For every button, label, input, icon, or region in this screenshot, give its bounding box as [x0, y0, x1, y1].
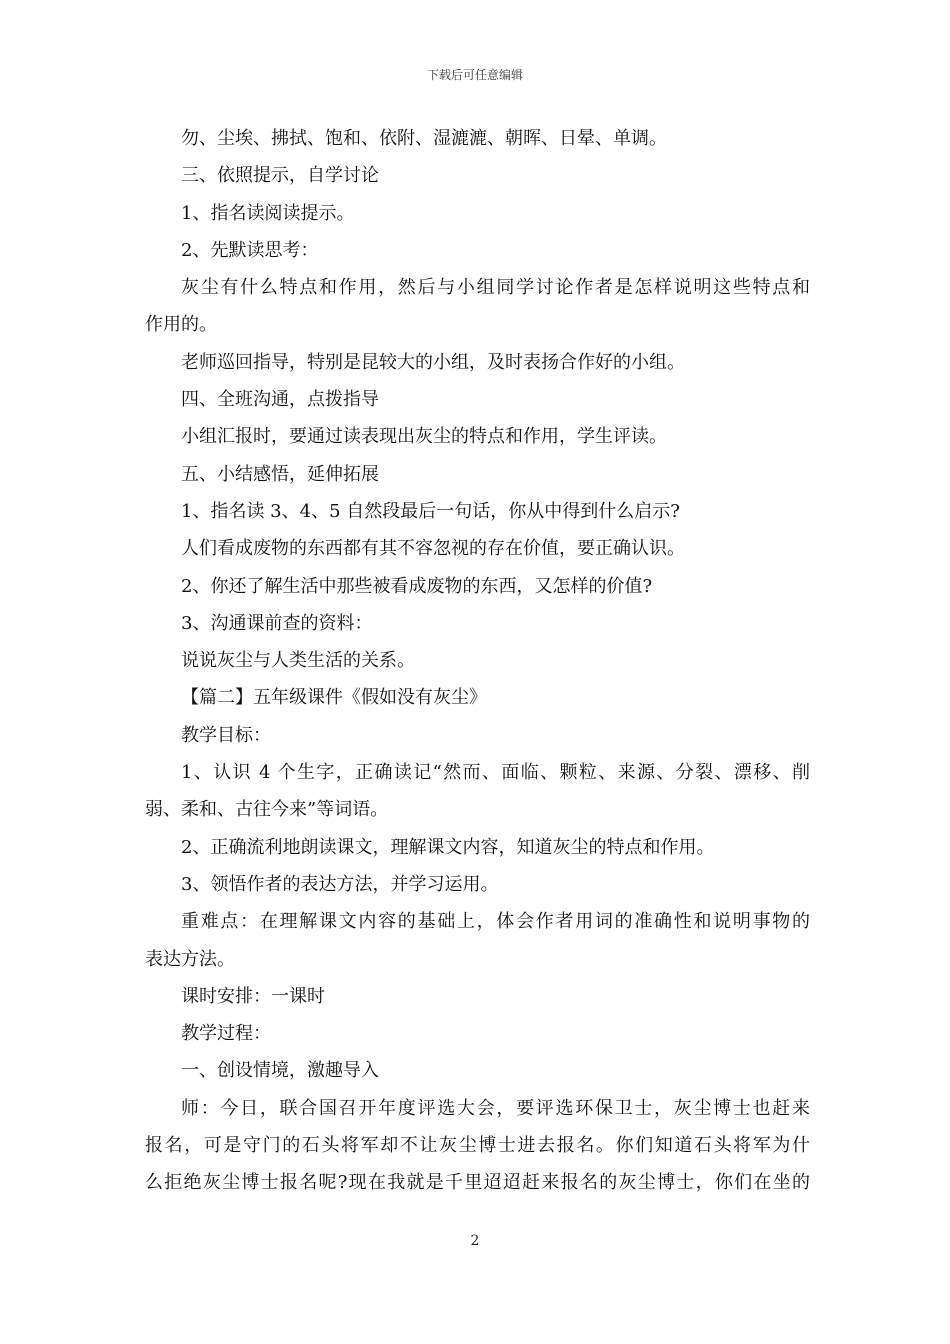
text-line: 小组汇报时，要通过读表现出灰尘的特点和作用，学生评读。 [181, 426, 667, 448]
text-line: 2、正确流利地朗读课文，理解课文内容，知道灰尘的特点和作用。 [181, 836, 715, 858]
text-line: 三、依照提示，自学讨论 [181, 165, 379, 187]
text-line: 2、你还了解生活中那些被看成废物的东西，又怎样的价值? [181, 575, 653, 597]
text-line: 【篇二】五年级课件《假如没有灰尘》 [181, 687, 487, 709]
text-line: 3、沟通课前查的资料： [181, 612, 373, 634]
text-line: 说说灰尘与人类生活的关系。 [181, 650, 415, 672]
text-line: 重难点：在理解课文内容的基础上，体会作者用词的准确性和说明事物的 [181, 911, 810, 933]
text-line: 2、先默读思考： [181, 239, 319, 261]
text-line: 灰尘有什么特点和作用，然后与小组同学讨论作者是怎样说明这些特点和 [181, 277, 810, 299]
text-line: 老师巡回指导，特别是昆较大的小组，及时表扬合作好的小组。 [181, 351, 685, 373]
text-line: 课时安排：一课时 [181, 985, 325, 1007]
text-line: 五、小结感悟，延伸拓展 [181, 463, 379, 485]
text-line: 弱、柔和、古往今来”等词语。 [145, 799, 389, 821]
text-line: 一、创设情境，激趣导入 [181, 1060, 379, 1082]
text-line: 1、认识 4 个生字，正确读记“然而、面临、颗粒、来源、分裂、漂移、削 [181, 762, 810, 784]
page-number: 2 [470, 1233, 480, 1249]
text-line: 表达方法。 [145, 948, 235, 970]
text-line: 教学目标： [181, 724, 271, 746]
text-line: 勿、尘埃、拂拭、饱和、依附、湿漉漉、朝晖、日晕、单调。 [181, 128, 667, 149]
text-line: 作用的。 [145, 314, 217, 336]
text-line: 报名，可是守门的石头将军却不让灰尘博士进去报名。你们知道石头将军为什 [145, 1135, 810, 1157]
text-line: 人们看成废物的东西都有其不容忽视的存在价值，要正确认识。 [181, 538, 685, 560]
document-body [145, 120, 810, 1202]
text-line: 3、领悟作者的表达方法，并学习运用。 [181, 873, 499, 895]
text-line: 么拒绝灰尘博士报名呢?现在我就是千里迢迢赶来报名的灰尘博士，你们在坐的 [145, 1172, 810, 1194]
text-line: 教学过程： [181, 1023, 271, 1045]
text-line: 1、指名读阅读提示。 [181, 202, 355, 224]
text-line: 师：今日，联合国召开年度评选大会，要评选环保卫士，灰尘博士也赶来 [181, 1097, 810, 1119]
page-header: 下载后可任意编辑 [426, 68, 523, 82]
text-line: 1、指名读 3、4、5 自然段最后一句话，你从中得到什么启示? [181, 500, 680, 522]
text-line: 四、全班沟通，点拨指导 [181, 389, 379, 411]
